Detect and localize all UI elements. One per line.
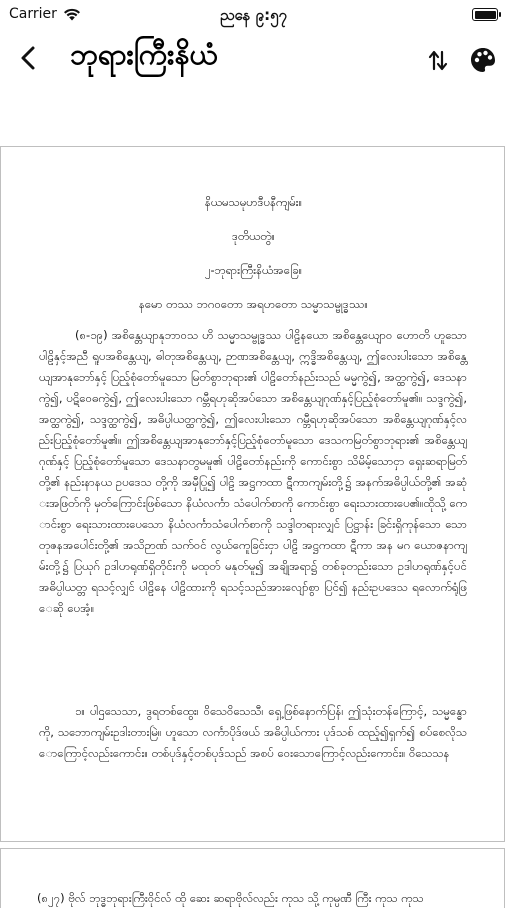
chevron-left-icon [14, 42, 44, 74]
volume-label: ဒုတိယတွဲ။ [231, 229, 276, 243]
status-clock: ညနေ ၉:၅၇ [220, 6, 287, 24]
homage-line: နမော တဿ ဘဂဝတော အရဟတော သမ္မာသမ္ဗုဒ္ဓဿ။ [138, 297, 369, 311]
battery-icon [472, 8, 498, 21]
body-paragraph-1: (၈-၁၉) အစိန္တေယျာနုဘာဝသ ဟိ သမ္မာသမ္ဗုဒ္ဓဿ ပါဠိနယော အစိန္တေယျော၀ ဟောတိ ဟူသောပါဠိနှင့်အညီ ရူပအစိန္တေယျ, ဓါတုအစိန္တေယျ, ဉာဏအစိန္တေယျ, ဣဒ္ဓိအစိန္တေယျ, ဤလေးပါးသော အစိန္တေယျအာနုဘော်နှင့် ပြည့်စုံတော်မူသော မြတ်စွာဘုရား၏ ပါဠိတော်နည်းသည် မမ္မကွဲ၍, အတ္ထကွဲ၍, ဒေသနာကွဲ၍, ပဋိဝေဓကွဲ၍, ဤလေးပါးသော ဂမ္ဘီရဟုဆိုအပ်သော အစိန္တေယျဂုဏ်နှင့်ပြည့်စုံတော်မူ၏။ သဒ္ဒကွဲ၍, အတ္ထကွဲ၍, သဒ္ဒတ္ထကွဲ၍, အဓိပ္ပါယတ္ထကွဲ၍, ဤလေးပါးသော ဂမ္ဘီရဟုဆိုအပ်သော အစိန္တေယျဂုဏ်နှင့်လည်းပြည့်စုံတော်မူ၏။ ဤအစိန္တေယျအာနုဘော်နှင့်ပြည့်စုံတော်မူသော ဒေသကမြတ်စွာဘုရား၏ အစိန္တေယျဂုဏ်နှင့် ပြည့်စုံတော်မူသော ဒေသနာတွမမူ၏ ပါဠိတော်နည်းကို ကောင်းစွာ သိမိမ့်သောငှာ ရှေးဆရာမြတ်တို့၏ နည်းနာနယ ဥပဒေသ တို့ကို အမှီပြု၍ ပါဠိ အဋ္ဌကထာ ဋီကာကျမ်းတို့၌ အနက်အဓိပ္ပါယ်တို့၏ အဆုံးအဖြတ်ကို မှတ်ကြောင်းဖြစ်သော နိယံလင်္ကာ သံပေါက်စာကို ကောင်းစွာ ရေးသားထားပေ၏။ထိုသို့ ကောင်းစွာ ရေးသားထားပေသော နိယံလင်္ကာသံပေါက်စာကို သဒ္ဒါတရားလျှင် ပြဋ္ဌာန်း ခြင်းရှိကုန်သော သောတုဇနအပေါင်းတို့၏ အသိဉာဏ် သက်ဝင် လွယ်ကေူခြင်းငှာ ပါဠိ အဋ္ဌကထာ ဋီကာ အန မဂ ယောဇနာကျမ်းတို့၌ ပြယုဂ် ဥဒါဟရုဏ်ရှိတိုင်းကို မထုတ် မနုတ်မူ၍ အချိုအရာ၌ တစ်ခုတည်းသော ဥဒါဟရုဏ်နှင့်ပင် အဓိပ္ပါယတ္တ ရသင့်လျှင် ပါဠိနေ ပါဠိထားကို ရသင့်သည်အားလျော်စွာ ပြင်၍ နည်းဥပဒေသ ရလောက်ရုံဖြေဆို ပေအံ့။ [39, 328, 467, 615]
theme-button[interactable] [469, 46, 497, 74]
body-paragraph-2: ၁။ ပါဌသေသာ, ဒွရတစ်ထွေး၊ ဝိသေဝိသေသီ၊ ရှေ့ဖြစ်နောက်ပြန်၊ ဤသုံးတန်ကြောင့်, သမ္မန္ဓောကို, သဘောကျမ်းဥဒါးတားမြဲ။ ဟူသော လင်္ကာပိုဒ်ဖယ် အဓိပ္ပါယ်ကား ပုဒ်သစ် ထည့်၍ရှက်၍ စပ်စေလိုသောကြောင့်လည်းကောင်း။ တစ်ပုဒ်နှင့်တစ်ပုဒ်သည် အစပ် ဝေးသောကြောင့်လည်းကောင်း။ ဝိသေသန [39, 704, 467, 760]
sort-button[interactable] [426, 47, 450, 73]
next-page-text: (၈၂၇) ဗိုလ် ဘုဒ္ဓဘုရားကြီးဝိုင်လ် ထို ဆေး ဆရာဗိုလ်လည်း ကုသ သို့ ကုမ္ပဏီ ကြီး ကုသ ကုသ [37, 891, 424, 905]
back-button[interactable] [14, 42, 44, 74]
carrier-label: Carrier [9, 6, 57, 22]
sort-arrows-icon [426, 47, 450, 73]
page-title: ဘုရားကြီးနိယံ [70, 37, 218, 71]
navigation-bar [0, 30, 507, 86]
chapter-heading: ၂-ဘုရားကြီးနိယံအခြေ။ [204, 263, 303, 277]
palette-icon [469, 46, 497, 74]
book-title: နိယမသမုဟဒီပနီကျမ်း။ [204, 195, 303, 209]
next-document-page[interactable] [0, 848, 505, 908]
status-bar [0, 0, 507, 30]
document-page[interactable] [0, 146, 505, 842]
